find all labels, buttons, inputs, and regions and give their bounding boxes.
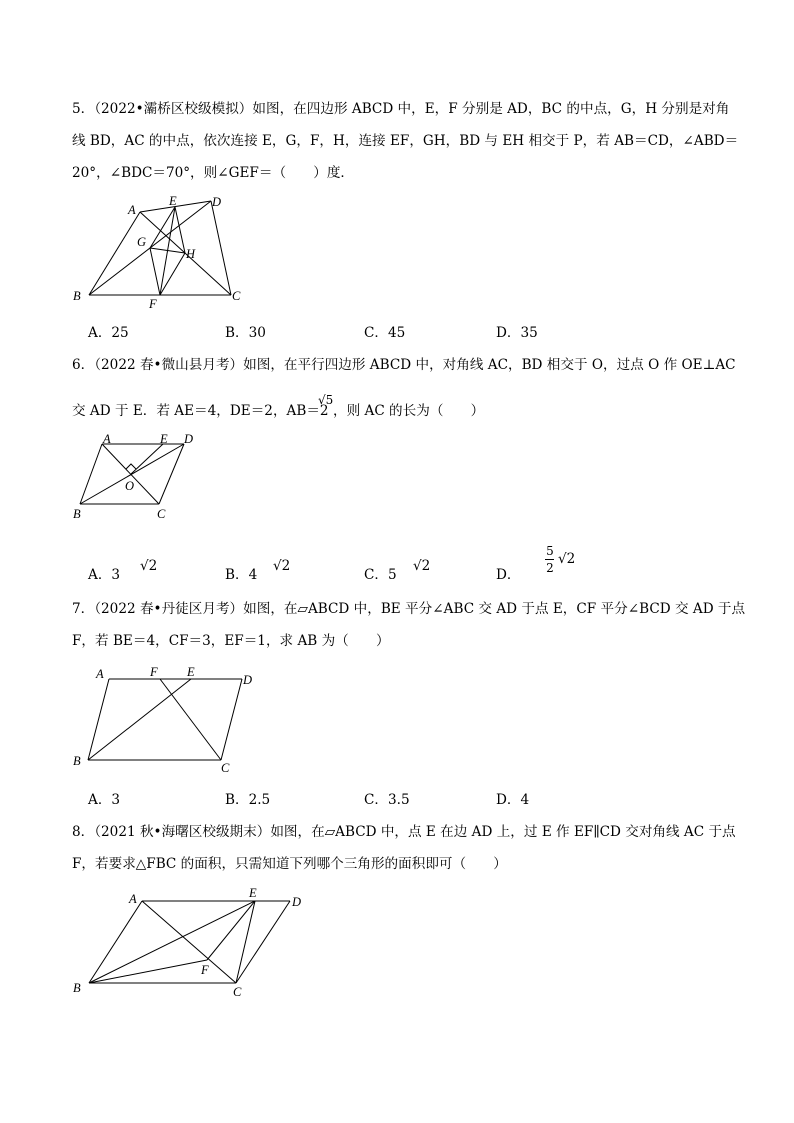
q7-label-F: F — [150, 665, 158, 679]
q7-option-a[interactable]: A．3 — [88, 792, 121, 808]
q6-label-B: B — [73, 507, 81, 520]
q6-option-a-root: √2 — [140, 558, 158, 574]
q6-figure-parallelogram — [70, 428, 200, 520]
q6-option-d[interactable]: D． — [496, 567, 521, 583]
q6-option-b-root: √2 — [273, 558, 291, 574]
q5-text-line2: 线 BD，AC 的中点，依次连接 E，G，F，H，连接 EF，GH，BD 与 EH 相交于 P，若 AB＝CD，∠ABD＝ — [72, 133, 739, 149]
q7-option-c[interactable]: C．3.5 — [364, 792, 410, 808]
q5-option-d[interactable]: D．35 — [496, 325, 538, 341]
q6-option-d-frac-num: 5 — [546, 544, 554, 558]
q7-option-d[interactable]: D．4 — [496, 792, 530, 808]
q7-label-E: E — [187, 665, 195, 679]
q5-figure-quadrilateral — [70, 192, 250, 312]
q7-figure-parallelogram — [70, 660, 270, 780]
q6-label-O: O — [125, 479, 135, 493]
q7-label-C: C — [221, 761, 230, 775]
q5-label-D: D — [212, 195, 222, 209]
q5-label-A: A — [128, 203, 136, 217]
q5-option-a[interactable]: A．25 — [88, 325, 129, 341]
q6-label-A: A — [103, 432, 111, 446]
q6-option-c[interactable]: C．5 — [364, 567, 397, 583]
q6-option-b[interactable]: B．4 — [225, 567, 258, 583]
q8-label-C: C — [233, 985, 242, 999]
q7-text-line2: F，若 BE＝4，CF＝3，EF＝1，求 AB 为（ ） — [72, 633, 390, 649]
q8-label-B: B — [73, 981, 81, 995]
q8-text-line2: F，若要求△FBC 的面积，只需知道下列哪个三角形的面积即可（ ） — [72, 856, 507, 872]
q5-label-E: E — [169, 194, 177, 208]
q6-option-c-root: √2 — [413, 558, 431, 574]
q6-option-d-frac-den: 2 — [546, 561, 554, 575]
q6-label-E: E — [160, 432, 168, 446]
q5-option-b[interactable]: B．30 — [225, 325, 266, 341]
q5-label-C: C — [232, 289, 241, 303]
q5-label-B: B — [73, 289, 81, 303]
q8-figure-parallelogram — [70, 882, 310, 1002]
q5-text-line1: 5．（2022•灞桥区校级模拟）如图，在四边形 ABCD 中，E，F 分别是 AD，BC 的中点，G，H 分别是对角 — [72, 101, 730, 117]
q7-label-D: D — [243, 673, 253, 687]
q8-text-line1: 8．（2021 秋•海曙区校级期末）如图，在▱ABCD 中，点 E 在边 AD 上，过 E 作 EF∥CD 交对角线 AC 于点 — [72, 824, 736, 840]
q7-label-A: A — [96, 667, 104, 681]
q7-text-line1: 7．（2022 春•丹徒区月考）如图，在▱ABCD 中，BE 平分∠ABC 交 AD 于点 E，CF 平分∠BCD 交 AD 于点 — [72, 601, 746, 617]
q5-text-line3: 20°，∠BDC＝70°，则∠GEF＝（ ）度． — [72, 165, 355, 181]
q6-label-C: C — [157, 507, 166, 520]
q5-label-F: F — [149, 297, 157, 311]
q6-label-D: D — [184, 432, 194, 446]
q7-label-B: B — [73, 754, 81, 768]
q8-label-F: F — [201, 963, 209, 977]
q6-option-d-root: √2 — [558, 551, 576, 567]
q6-text-line2b: ，则 AC 的长为（ ） — [333, 403, 485, 419]
q6-option-d-frac-bar — [545, 559, 554, 560]
q5-label-H: H — [186, 247, 196, 261]
q5-option-c[interactable]: C．45 — [364, 325, 406, 341]
q5-label-G: G — [137, 235, 147, 249]
q6-text-line2a: 交 AD 于 E．若 AE＝4，DE＝2，AB＝2 — [72, 403, 329, 419]
q8-label-E: E — [249, 886, 257, 900]
q7-option-b[interactable]: B．2.5 — [225, 792, 271, 808]
q6-option-a[interactable]: A．3 — [88, 567, 121, 583]
q8-label-A: A — [129, 892, 137, 906]
q8-label-D: D — [292, 895, 302, 909]
q6-sqrt5: √5 — [318, 393, 334, 407]
q6-text-line1: 6．（2022 春•微山县月考）如图，在平行四边形 ABCD 中，对角线 AC，BD 相交于 O，过点 O 作 OE⊥AC — [72, 357, 736, 373]
